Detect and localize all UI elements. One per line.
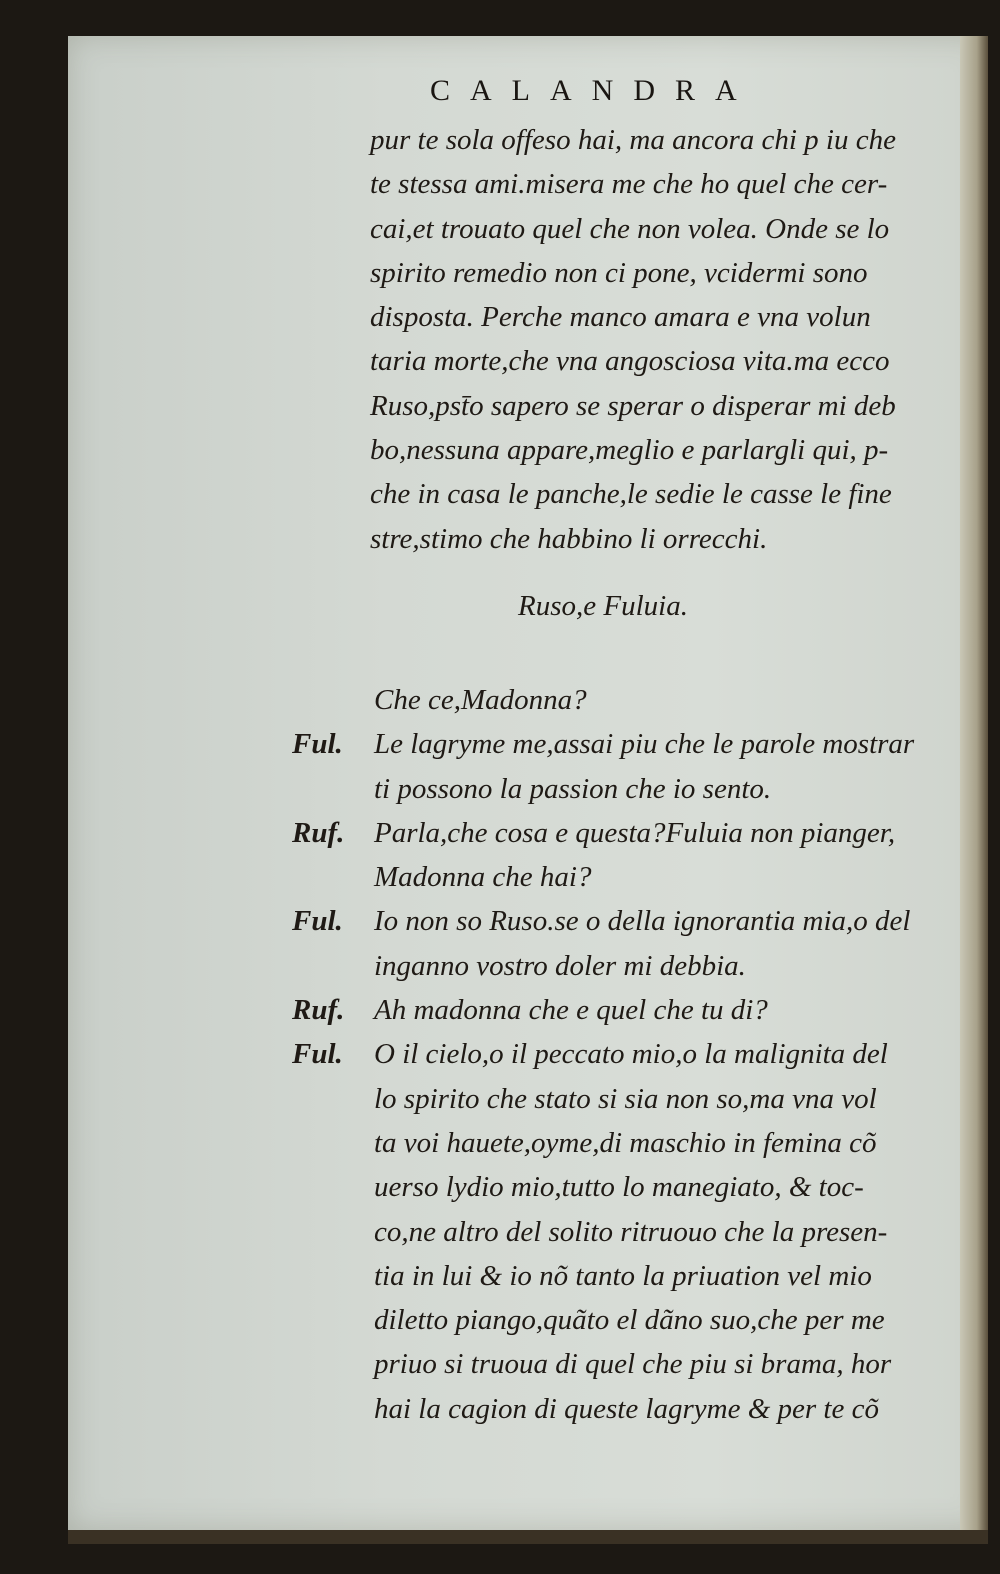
speaker-label: Ruf.	[292, 994, 345, 1027]
dialogue-turn	[292, 678, 942, 722]
speech-line: Che ce,Madonna?	[374, 684, 587, 716]
opening-paragraph	[370, 118, 940, 561]
speaker-label: Ful.	[292, 905, 343, 938]
speech-line: Le lagryme me,assai piu che le parole mostrar	[374, 728, 915, 761]
dialogue-turn	[292, 1032, 942, 1431]
speech-line: Io non so Ruso.se o della ignorantia mia,o del	[374, 905, 911, 938]
text-line: spirito remedio non ci pone, vcidermi sono	[370, 256, 868, 289]
text-line: pur te sola offeso hai, ma ancora chi p iu che	[370, 124, 896, 156]
scene-heading: Ruso,e Fuluia.	[518, 590, 688, 622]
text-line: che in casa le panche,le sedie le casse le fine	[370, 478, 892, 511]
dialogue-turn	[292, 722, 942, 811]
page-bottom-edge	[68, 1530, 988, 1544]
text-line: stre,stimo che habbino li orrecchi.	[370, 522, 768, 555]
speech-line: ta voi hauete,oyme,di maschio in femina cõ	[374, 1126, 877, 1159]
dialogue-turn	[292, 899, 942, 988]
speech-line: priuo si truoua di quel che piu si brama, hor	[374, 1348, 892, 1381]
show-through-text	[270, 130, 330, 530]
speech-line: ti possono la passion che io sento.	[374, 772, 772, 805]
speech-line: Parla,che cosa e questa?Fuluia non pianger,	[374, 816, 896, 849]
speech-line: diletto piango,quãto el dãno suo,che per me	[374, 1304, 885, 1337]
text-line: te stessa ami.misera me che ho quel che cer-	[370, 168, 888, 201]
speaker-label: Ful.	[292, 1038, 343, 1071]
dialogue	[292, 678, 942, 1431]
speech-line: co,ne altro del solito ritruouo che la presen-	[374, 1215, 888, 1248]
page-edge	[960, 36, 988, 1530]
dialogue-turn	[292, 988, 942, 1032]
dialogue-turn	[292, 811, 942, 900]
speech-line: lo spirito che stato si sia non so,ma vna vol	[374, 1082, 877, 1115]
text-line: bo,nessuna appare,meglio e parlargli qui, p-	[370, 434, 889, 467]
speech-line: O il cielo,o il peccato mio,o la malignita del	[374, 1038, 888, 1071]
speech-line: tia in lui & io nõ tanto la priuation vel mio	[374, 1259, 872, 1292]
speech-line: Madonna che hai?	[374, 861, 592, 894]
speech-line: hai la cagion di queste lagryme & per te cõ	[374, 1392, 879, 1425]
text-line: taria morte,che vna angosciosa vita.ma ecco	[370, 345, 890, 378]
text-line: cai,et trouato quel che non volea. Onde se lo	[370, 212, 890, 245]
speech-line: uerso lydio mio,tutto lo manegiato, & toc-	[374, 1171, 864, 1204]
running-header: CALANDRA	[430, 74, 757, 107]
speaker-label: Ful.	[292, 728, 343, 761]
text-line: disposta. Perche manco amara e vna volun	[370, 301, 871, 334]
speaker-label: Ruf.	[292, 816, 345, 849]
text-line: Ruso,pst̄o sapero se sperar o disperar mi deb	[370, 389, 896, 422]
speaker-label	[292, 678, 374, 722]
speech-line: Ah madonna che e quel che tu di?	[374, 994, 768, 1027]
speech-line: inganno vostro doler mi debbia.	[374, 949, 746, 982]
